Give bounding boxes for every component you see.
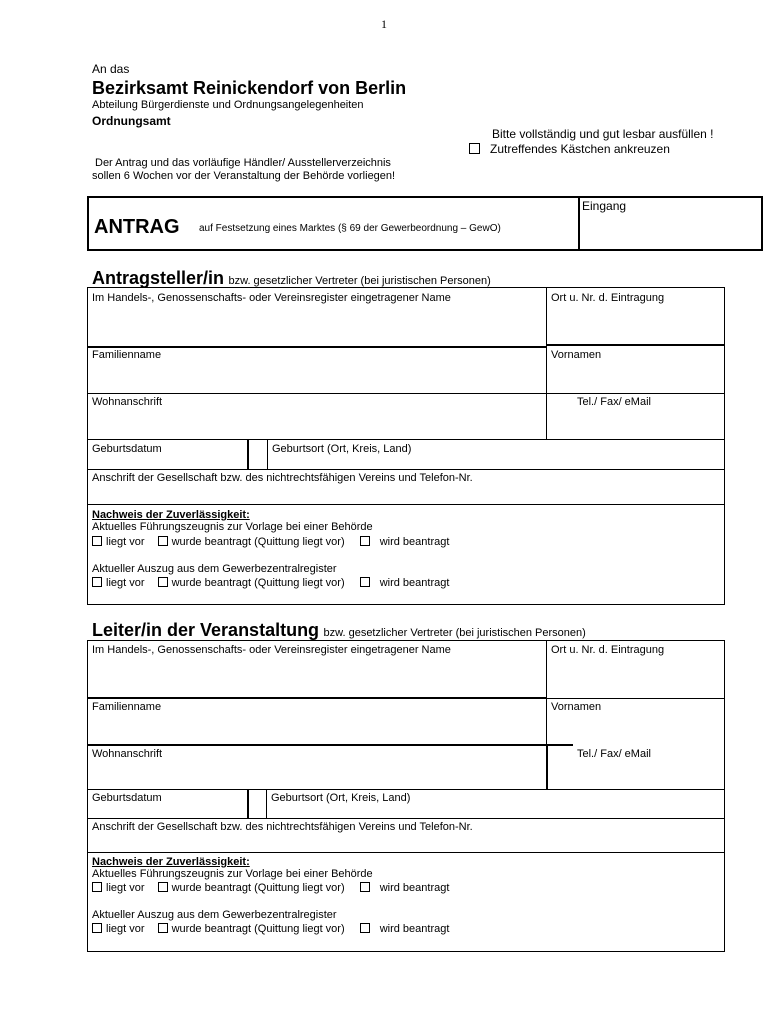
- section-2-title-suffix: bzw. gesetzlicher Vertreter (bei juristischen Personen): [323, 627, 586, 639]
- s2-reg-option-label: wurde beantragt (Quittung liegt vor): [171, 923, 345, 935]
- s1-cert-option-label: wurde beantragt (Quittung liegt vor): [171, 536, 345, 548]
- s1-first-names-field[interactable]: [549, 363, 723, 391]
- s1-register-extract-label: Aktueller Auszug aus dem Gewerbezentralregister: [92, 563, 337, 575]
- s2-first-names-field[interactable]: [549, 715, 723, 742]
- address-to: An das: [92, 62, 130, 76]
- s1-register-place-label: Ort u. Nr. d. Eintragung: [551, 292, 665, 304]
- s1-birth-place-label: Geburtsort (Ort, Kreis, Land): [272, 443, 412, 455]
- s1-birth-date-label: Geburtsdatum: [92, 443, 162, 455]
- s2-birth-date-field[interactable]: [90, 804, 245, 816]
- s1-register-extract-options: [92, 577, 459, 590]
- s1-register-name-field[interactable]: [90, 306, 544, 344]
- s1-certificate-label: Aktuelles Führungszeugnis zur Vorlage bei einer Behörde: [92, 521, 373, 533]
- s1-reg-checkbox-liegt-vor[interactable]: [92, 577, 102, 587]
- eingang-label: Eingang: [582, 199, 627, 213]
- s2-contact-field[interactable]: [549, 762, 723, 787]
- s1-cert-option-label: wird beantragt: [379, 536, 450, 548]
- s2-cert-checkbox-liegt-vor[interactable]: [92, 882, 102, 892]
- s1-reliability-title: Nachweis der Zuverlässigkeit:: [92, 509, 250, 521]
- section-1-title: Antragsteller/in: [92, 268, 225, 288]
- check-instruction-text: Zutreffendes Kästchen ankreuzen: [490, 142, 670, 156]
- s1-register-place-field[interactable]: [549, 306, 723, 342]
- s2-cert-option-label: wurde beantragt (Quittung liegt vor): [171, 882, 345, 894]
- s1-company-address-label: Anschrift der Gesellschaft bzw. des nichtrechtsfähigen Vereins und Telefon-Nr.: [92, 472, 473, 484]
- s2-cert-checkbox-beantragt-quittung[interactable]: [158, 882, 168, 892]
- s1-reg-checkbox-wird-beantragt[interactable]: [360, 577, 370, 587]
- check-instruction: [469, 142, 670, 156]
- s2-reg-checkbox-beantragt-quittung[interactable]: [158, 923, 168, 933]
- s2-address-label: Wohnanschrift: [92, 748, 163, 760]
- s2-reliability-title: Nachweis der Zuverlässigkeit:: [92, 856, 250, 868]
- s2-family-name-field[interactable]: [90, 715, 544, 742]
- s1-birth-place-field[interactable]: [270, 455, 723, 467]
- s1-family-name-label: Familienname: [92, 349, 162, 361]
- s1-cert-checkbox-liegt-vor[interactable]: [92, 536, 102, 546]
- s2-reg-option-label: liegt vor: [106, 923, 145, 935]
- antrag-title: ANTRAG: [94, 216, 180, 238]
- eingang-field[interactable]: [580, 214, 761, 249]
- s1-birth-date-field[interactable]: [90, 455, 245, 467]
- s2-cert-option-label: wird beantragt: [379, 882, 450, 894]
- s2-birth-place-field[interactable]: [269, 804, 723, 816]
- s1-cert-checkbox-wird-beantragt[interactable]: [360, 536, 370, 546]
- s2-birth-place-label: Geburtsort (Ort, Kreis, Land): [271, 792, 411, 804]
- fill-instruction: Bitte vollständig und gut lesbar ausfüllen !: [492, 127, 714, 141]
- section-2-heading: [92, 620, 586, 641]
- page-number: 1: [381, 17, 387, 31]
- s2-register-extract-label: Aktueller Auszug aus dem Gewerbezentralregister: [92, 909, 337, 921]
- s2-certificate-options: [92, 882, 459, 895]
- s2-register-extract-options: [92, 923, 459, 936]
- s2-company-address-field[interactable]: [90, 835, 723, 850]
- section-2-title: Leiter/in der Veranstaltung: [92, 620, 320, 640]
- s1-reg-checkbox-beantragt-quittung[interactable]: [158, 577, 168, 587]
- s2-register-name-field[interactable]: [90, 658, 544, 695]
- department-name: Abteilung Bürgerdienste und Ordnungsangelegenheiten: [92, 99, 364, 111]
- section-1-title-suffix: bzw. gesetzlicher Vertreter (bei juristischen Personen): [228, 275, 491, 287]
- s1-cert-option-label: liegt vor: [106, 536, 145, 548]
- s1-address-label: Wohnanschrift: [92, 396, 163, 408]
- antrag-subtitle: auf Festsetzung eines Marktes (§ 69 der Gewerbeordnung – GewO): [199, 223, 501, 234]
- s2-register-name-label: Im Handels-, Genossenschafts- oder Vereinsregister eingetragener Name: [92, 644, 451, 656]
- authority-name: Bezirksamt Reinickendorf von Berlin: [92, 78, 407, 98]
- s2-register-place-label: Ort u. Nr. d. Eintragung: [551, 644, 665, 656]
- section-1-heading: [92, 268, 491, 289]
- s1-reg-option-label: liegt vor: [106, 577, 145, 589]
- s1-first-names-label: Vornamen: [551, 349, 602, 361]
- s2-reg-option-label: wird beantragt: [379, 923, 450, 935]
- s2-reg-checkbox-wird-beantragt[interactable]: [360, 923, 370, 933]
- s2-birth-date-label: Geburtsdatum: [92, 792, 162, 804]
- s1-contact-field[interactable]: [549, 410, 723, 437]
- s2-family-name-label: Familienname: [92, 701, 162, 713]
- s1-reg-option-label: wird beantragt: [379, 577, 450, 589]
- s1-family-name-field[interactable]: [90, 363, 544, 391]
- s1-address-field[interactable]: [90, 410, 544, 437]
- s2-certificate-label: Aktuelles Führungszeugnis zur Vorlage bei einer Behörde: [92, 868, 373, 880]
- s2-company-address-label: Anschrift der Gesellschaft bzw. des nichtrechtsfähigen Vereins und Telefon-Nr.: [92, 821, 473, 833]
- s2-first-names-label: Vornamen: [551, 701, 602, 713]
- s1-company-address-field[interactable]: [90, 486, 723, 502]
- s2-cert-checkbox-wird-beantragt[interactable]: [360, 882, 370, 892]
- s2-reg-checkbox-liegt-vor[interactable]: [92, 923, 102, 933]
- s2-address-field[interactable]: [90, 762, 544, 787]
- s1-cert-checkbox-beantragt-quittung[interactable]: [158, 536, 168, 546]
- office-name: Ordnungsamt: [92, 114, 171, 128]
- s1-contact-label: Tel./ Fax/ eMail: [577, 396, 651, 408]
- deadline-line-1: Der Antrag und das vorläufige Händler/ Ausstellerverzeichnis: [95, 157, 391, 169]
- s2-register-place-field[interactable]: [549, 658, 723, 696]
- checkbox-legend: [469, 143, 480, 154]
- s1-certificate-options: [92, 536, 459, 549]
- s1-reg-option-label: wurde beantragt (Quittung liegt vor): [171, 577, 345, 589]
- deadline-line-2: sollen 6 Wochen vor der Veranstaltung der Behörde vorliegen!: [92, 170, 396, 182]
- s2-contact-label: Tel./ Fax/ eMail: [577, 748, 651, 760]
- s1-register-name-label: Im Handels-, Genossenschafts- oder Vereinsregister eingetragener Name: [92, 292, 451, 304]
- s2-cert-option-label: liegt vor: [106, 882, 145, 894]
